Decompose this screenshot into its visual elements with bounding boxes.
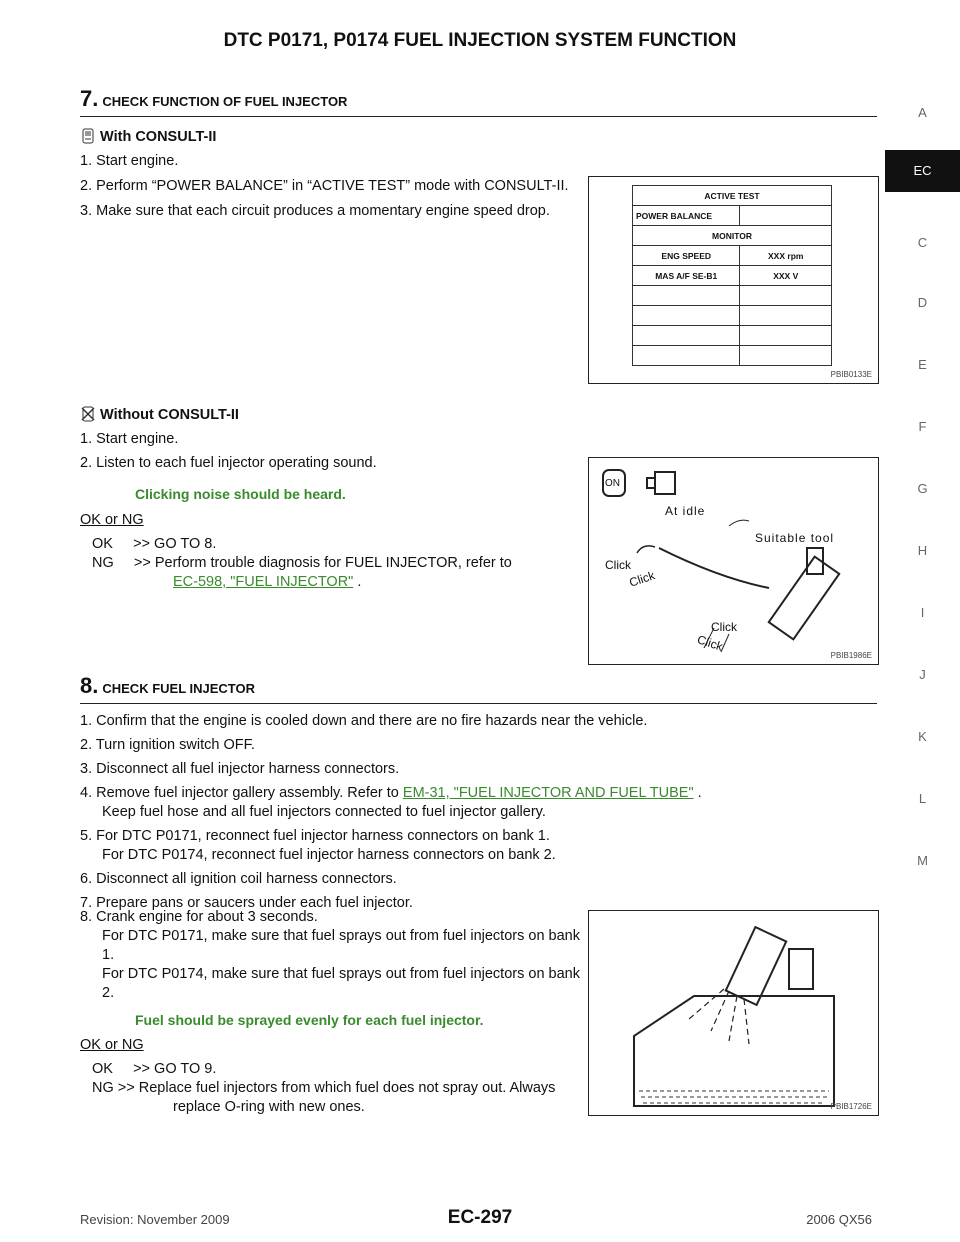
eng-speed-label: ENG SPEED	[633, 246, 740, 266]
fuel-injector-link[interactable]: EC-598, "FUEL INJECTOR"	[173, 574, 354, 590]
step-line: 5. For DTC P0171, reconnect fuel injector harness connectors on bank 1.	[80, 828, 550, 844]
with-consult-label	[80, 128, 216, 147]
page-title: DTC P0171, P0174 FUEL INJECTION SYSTEM FUNCTION	[223, 30, 737, 51]
step-line: For DTC P0174, reconnect fuel injector harness connectors on bank 2.	[102, 847, 556, 863]
step-8-heading	[80, 673, 255, 699]
step-8-title: CHECK FUEL INJECTOR	[102, 681, 256, 696]
index-a[interactable]: A	[918, 105, 927, 120]
divider	[80, 116, 877, 117]
vehicle-model: 2006 QX56	[806, 1212, 872, 1227]
click-text: Click	[605, 558, 631, 572]
injector-sound-figure	[588, 457, 879, 665]
step-line	[80, 784, 870, 803]
monitor-label: MONITOR	[633, 226, 832, 246]
with-consult-steps	[80, 152, 580, 221]
index-l[interactable]: L	[918, 791, 927, 806]
step-line: For DTC P0171, make sure that fuel sprays out from fuel injectors on bank 1.	[102, 928, 580, 963]
suitable-tool-text: Suitable tool	[755, 531, 835, 545]
step-8-number: 8.	[80, 673, 99, 698]
at-idle-text: At idle	[665, 504, 706, 518]
step-line: 1. Start engine.	[80, 431, 179, 447]
without-consult-text: Without CONSULT-II	[100, 407, 239, 423]
step-line: 3. Make sure that each circuit produces a momentary engine speed drop.	[80, 203, 550, 219]
ignition-on-text: ON	[605, 478, 620, 489]
step-line: 1. Confirm that the engine is cooled down and there are no fire hazards near the vehicle.	[80, 713, 648, 729]
step-7-number: 7.	[80, 86, 99, 111]
step-7-heading	[80, 86, 347, 112]
step-8-list	[80, 712, 870, 918]
step-line: 7. Prepare pans or saucers under each fuel injector.	[80, 895, 413, 911]
index-g[interactable]: G	[917, 481, 928, 496]
ok-ng-results	[92, 535, 582, 592]
step-line: 2. Turn ignition switch OFF.	[80, 737, 255, 753]
figure-code: PBIB1726E	[830, 1102, 872, 1111]
consult-icon	[80, 128, 96, 144]
step-line: 3. Disconnect all fuel injector harness connectors.	[80, 761, 400, 777]
eng-speed-value: XXX rpm	[740, 246, 832, 266]
ok-line: OK >> GO TO 9.	[92, 1061, 217, 1077]
divider	[80, 703, 877, 704]
step-4-text: 4. Remove fuel injector gallery assembly. Refer to	[80, 785, 403, 801]
step-line: 6. Disconnect all ignition coil harness connectors.	[80, 871, 397, 887]
revision-date: Revision: November 2009	[80, 1212, 230, 1227]
maf-value: XXX V	[740, 266, 832, 286]
index-f[interactable]: F	[918, 419, 927, 434]
step-8-crank	[80, 908, 580, 1003]
page-number: EC-297	[447, 1207, 513, 1228]
index-i[interactable]: I	[920, 605, 925, 620]
step-line: 1. Start engine.	[80, 153, 179, 169]
fuel-spray-illustration	[589, 911, 878, 1115]
index-ec[interactable]: EC	[885, 150, 960, 192]
ng-tail: .	[353, 574, 362, 590]
without-consult-steps	[80, 430, 580, 473]
maf-label: MAS A/F SE-B1	[633, 266, 740, 286]
fuel-spray-figure	[588, 910, 879, 1116]
step-4-tail: .	[693, 785, 702, 801]
index-c[interactable]: C	[917, 235, 928, 250]
ng-line: NG >> Replace fuel injectors from which fuel does not spray out. Always replace O-ring with new ones.	[92, 1080, 556, 1115]
click-text: Click	[627, 568, 657, 590]
without-consult-label	[80, 406, 239, 425]
index-k[interactable]: K	[918, 729, 927, 744]
step-line: 8. Crank engine for about 3 seconds.	[80, 909, 318, 925]
active-test-figure	[588, 176, 879, 384]
ok-or-ng: OK or NG	[80, 1037, 144, 1053]
step-7-title: CHECK FUNCTION OF FUEL INJECTOR	[102, 94, 348, 109]
step-line: For DTC P0174, make sure that fuel sprays out from fuel injectors on bank 2.	[102, 966, 580, 1001]
figure-code: PBIB0133E	[830, 370, 872, 379]
with-consult-text: With CONSULT-II	[100, 129, 217, 145]
ok-ng-results	[92, 1060, 582, 1117]
fuel-tube-link[interactable]: EM-31, "FUEL INJECTOR AND FUEL TUBE"	[402, 785, 694, 801]
active-test-header: ACTIVE TEST	[633, 186, 832, 206]
power-balance-label: POWER BALANCE	[633, 206, 740, 226]
click-text: Click	[711, 620, 737, 634]
ok-or-ng: OK or NG	[80, 512, 144, 528]
expected-result: Fuel should be sprayed evenly for each fuel injector.	[135, 1012, 484, 1028]
step-line: Keep fuel hose and all fuel injectors connected to fuel injector gallery.	[102, 804, 546, 820]
no-consult-icon	[80, 406, 96, 422]
click-text: Click	[695, 632, 725, 654]
step-line: 2. Perform “POWER BALANCE” in “ACTIVE TEST” mode with CONSULT-II.	[80, 178, 569, 194]
figure-code: PBIB1986E	[830, 651, 872, 660]
ok-line: OK >> GO TO 8.	[92, 536, 217, 552]
index-h[interactable]: H	[917, 543, 928, 558]
index-d[interactable]: D	[917, 295, 928, 310]
step-line: 2. Listen to each fuel injector operating sound.	[80, 455, 377, 471]
index-m[interactable]: M	[917, 853, 928, 868]
index-j[interactable]: J	[919, 667, 926, 682]
index-e[interactable]: E	[918, 357, 927, 372]
active-test-screen	[632, 185, 832, 366]
ng-line: NG >> Perform trouble diagnosis for FUEL INJECTOR, refer to	[92, 555, 512, 571]
expected-result: Clicking noise should be heard.	[135, 486, 346, 502]
